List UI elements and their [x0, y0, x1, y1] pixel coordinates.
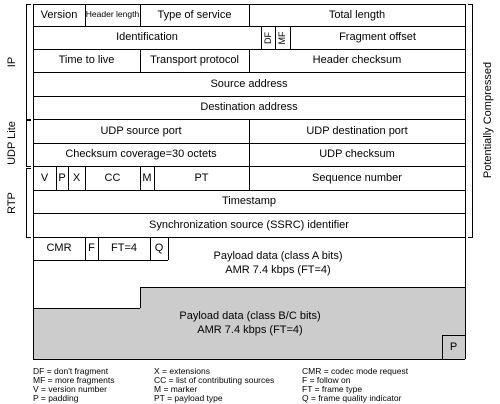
class-bc-payload-title: Payload data (class B/C bits)	[179, 310, 321, 323]
potentially-compressed-label: Potentially Compressed	[482, 61, 494, 179]
legend-item: PT = payload type	[154, 393, 223, 403]
class-a-payload-rate: AMR 7.4 kbps (FT=4)	[225, 264, 331, 276]
version-field: Version	[40, 8, 78, 21]
transport-protocol-field: Transport protocol	[150, 54, 239, 67]
checksum-coverage-field: Checksum coverage=30 octets	[65, 148, 217, 161]
payload-padding-field: P	[449, 340, 458, 353]
legend-item: P = padding	[33, 393, 79, 403]
udp-lite-layer-label: UDP Lite	[6, 121, 18, 165]
follow-on-field: F	[88, 242, 95, 255]
legend-item: DF = don't fragment	[33, 366, 109, 376]
timestamp-field: Timestamp	[222, 195, 276, 208]
type-of-service-field: Type of service	[157, 8, 232, 21]
header-length-field: Header length	[85, 9, 140, 20]
rtp-padding-field: P	[58, 171, 66, 184]
ssrc-field: Synchronization source (SSRC) identifier	[149, 218, 349, 231]
source-address-field: Source address	[210, 77, 288, 90]
df-flag-label: DF	[262, 32, 273, 44]
rtp-extension-field: X	[72, 171, 81, 184]
legend-item: Q = frame quality indicator	[302, 393, 402, 403]
frame-type-field: FT=4	[111, 242, 137, 255]
destination-address-field: Destination address	[200, 101, 298, 114]
legend-item: MF = more fragments	[33, 375, 115, 385]
legend-item: CMR = codec mode request	[302, 366, 409, 376]
time-to-live-field: Time to live	[58, 54, 115, 67]
rtp-cc-field: CC	[104, 171, 121, 184]
ip-layer-label: IP	[6, 56, 18, 68]
class-a-payload	[168, 246, 388, 282]
sequence-number-field: Sequence number	[312, 171, 402, 184]
class-bc-payload	[140, 306, 360, 342]
udp-source-port-field: UDP source port	[100, 124, 182, 137]
legend-item: F = follow on	[302, 375, 351, 385]
rtp-layer-label: RTP	[6, 192, 18, 214]
legend-item: CC = list of contributing sources	[154, 375, 275, 385]
rtp-payload-type-field: PT	[194, 171, 209, 184]
legend-item: V = version number	[33, 384, 107, 394]
mf-flag-label: MF	[276, 31, 287, 45]
identification-field: Identification	[116, 31, 178, 44]
legend-item: X = extensions	[154, 366, 210, 376]
class-a-payload-title: Payload data (class A bits)	[213, 250, 343, 263]
legend-item: M = marker	[154, 384, 198, 394]
udp-destination-port-field: UDP destination port	[306, 124, 408, 137]
rtp-version-field: V	[40, 171, 49, 184]
mf-flag-field	[275, 26, 290, 49]
df-flag-field	[261, 26, 275, 49]
class-bc-payload-rate: AMR 7.4 kbps (FT=4)	[197, 324, 303, 336]
cmr-field: CMR	[46, 242, 72, 255]
header-checksum-field: Header checksum	[312, 54, 402, 67]
legend-item: FT = frame type	[302, 384, 363, 394]
fragment-offset-field: Fragment offset	[339, 31, 416, 44]
udp-checksum-field: UDP checksum	[319, 148, 395, 161]
rtp-marker-field: M	[142, 171, 152, 184]
quality-indicator-field: Q	[154, 242, 164, 255]
total-length-field: Total length	[328, 8, 386, 21]
